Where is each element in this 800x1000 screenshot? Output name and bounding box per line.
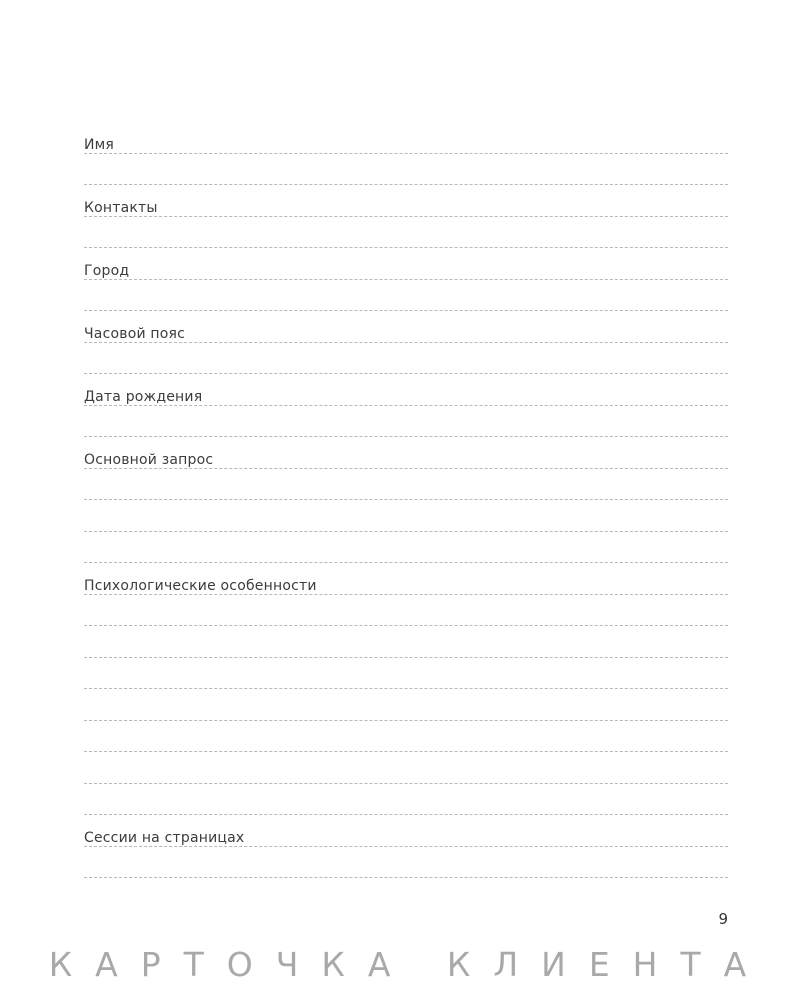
dashed-rule [84,468,728,469]
labeled-line[interactable] [84,250,728,282]
dashed-rule [84,625,728,626]
footer-title: КАРТОЧКА КЛИЕНТА [48,945,770,984]
blank-line[interactable] [84,660,728,692]
blank-line[interactable] [84,849,728,881]
dashed-rule [84,657,728,658]
dashed-rule [84,846,728,847]
dashed-rule [84,562,728,563]
field-label: Контакты [84,199,158,216]
field-label: Основной запрос [84,451,214,468]
dashed-rule [84,877,728,878]
blank-line[interactable] [84,597,728,629]
blank-line[interactable] [84,345,728,377]
dashed-rule [84,216,728,217]
blank-line[interactable] [84,628,728,660]
field-label: Имя [84,136,115,153]
dashed-rule [84,751,728,752]
field-label: Часовой пояс [84,325,186,342]
dashed-rule [84,499,728,500]
field-label: Дата рождения [84,388,203,405]
dashed-rule [84,720,728,721]
blank-line[interactable] [84,408,728,440]
dashed-rule [84,247,728,248]
blank-line[interactable] [84,723,728,755]
field-label: Сессии на страницах [84,829,245,846]
labeled-line[interactable] [84,376,728,408]
labeled-line[interactable] [84,565,728,597]
labeled-line[interactable] [84,124,728,156]
dashed-rule [84,531,728,532]
field-label: Город [84,262,130,279]
dashed-rule [84,688,728,689]
blank-line[interactable] [84,691,728,723]
blank-line[interactable] [84,219,728,251]
labeled-line[interactable] [84,439,728,471]
field-label: Психологические особенности [84,577,317,594]
dashed-rule [84,783,728,784]
dashed-rule [84,279,728,280]
blank-line[interactable] [84,471,728,503]
dashed-rule [84,153,728,154]
page-number: 9 [718,910,728,928]
dashed-rule [84,594,728,595]
dashed-rule [84,310,728,311]
dashed-rule [84,184,728,185]
blank-line[interactable] [84,786,728,818]
dashed-rule [84,342,728,343]
dashed-rule [84,373,728,374]
dashed-rule [84,436,728,437]
dashed-rule [84,405,728,406]
blank-line[interactable] [84,754,728,786]
blank-line[interactable] [84,534,728,566]
dashed-rule [84,814,728,815]
blank-line[interactable] [84,282,728,314]
labeled-line[interactable] [84,817,728,849]
blank-line[interactable] [84,156,728,188]
blank-line[interactable] [84,502,728,534]
labeled-line[interactable] [84,187,728,219]
client-card-form [84,124,728,880]
labeled-line[interactable] [84,313,728,345]
